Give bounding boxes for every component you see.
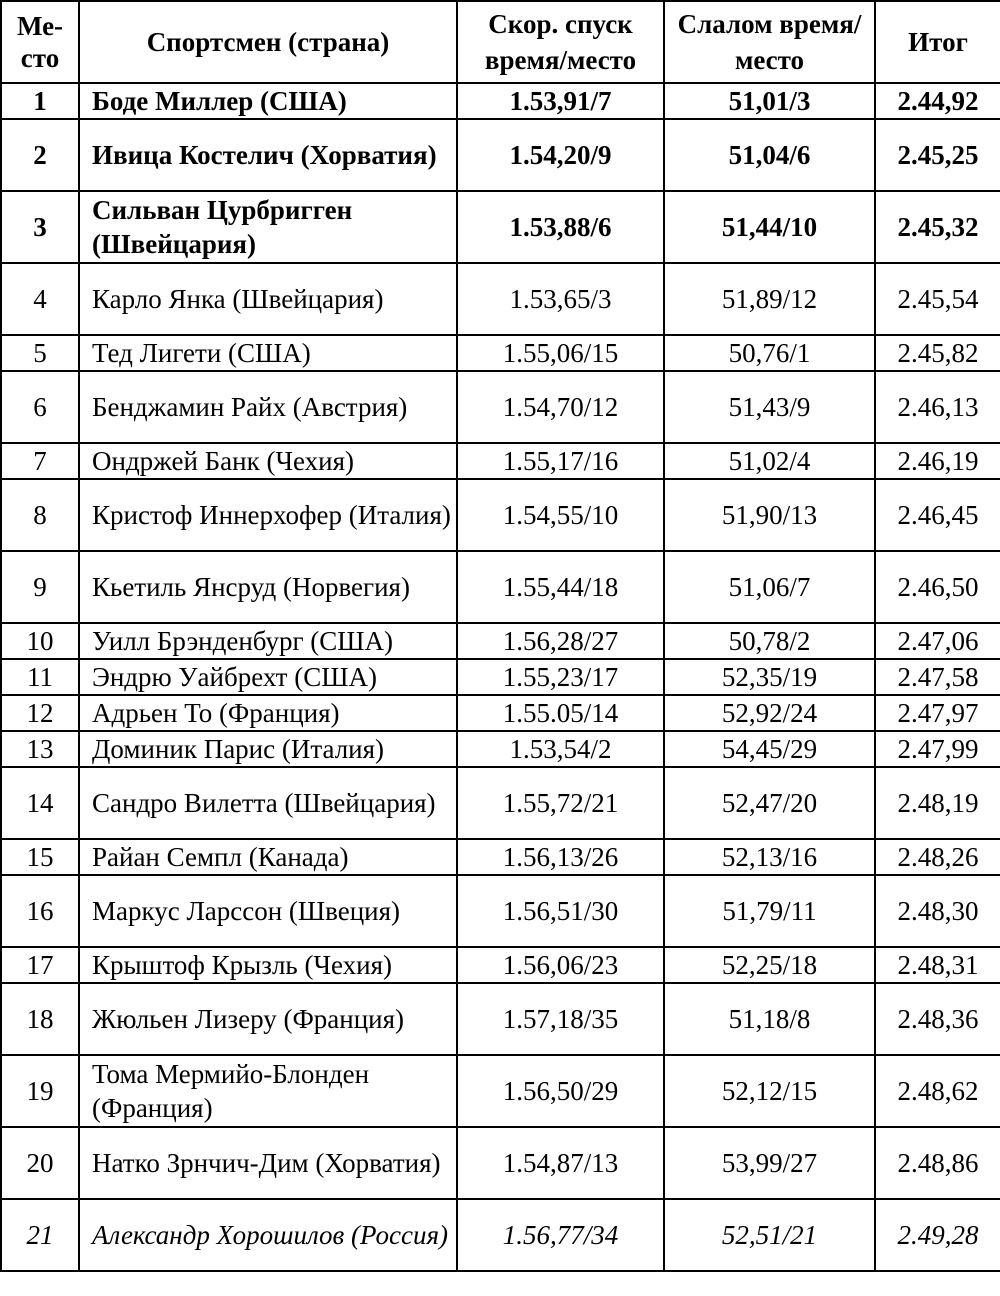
place-cell: 4 — [1, 263, 79, 335]
downhill-cell: 1.55,44/18 — [457, 551, 664, 623]
total-cell: 2.47,58 — [875, 659, 1000, 695]
place-cell: 11 — [1, 659, 79, 695]
slalom-cell: 52,35/19 — [664, 659, 875, 695]
downhill-cell: 1.53,54/2 — [457, 731, 664, 767]
slalom-cell: 52,47/20 — [664, 767, 875, 839]
table-row — [1, 659, 1000, 695]
downhill-cell: 1.55,72/21 — [457, 767, 664, 839]
table-row — [1, 263, 1000, 335]
downhill-cell: 1.56,13/26 — [457, 839, 664, 875]
slalom-cell: 50,78/2 — [664, 623, 875, 659]
slalom-cell: 50,76/1 — [664, 335, 875, 371]
place-cell: 15 — [1, 839, 79, 875]
table-row — [1, 875, 1000, 947]
athlete-cell: Карло Янка (Швейцария) — [79, 263, 457, 335]
slalom-cell: 51,02/4 — [664, 443, 875, 479]
total-cell: 2.48,19 — [875, 767, 1000, 839]
athlete-cell: Райан Семпл (Канада) — [79, 839, 457, 875]
athlete-cell: Жюльен Лизеру (Франция) — [79, 983, 457, 1055]
downhill-cell: 1.57,18/35 — [457, 983, 664, 1055]
place-cell: 19 — [1, 1055, 79, 1127]
slalom-cell: 51,06/7 — [664, 551, 875, 623]
total-cell: 2.45,54 — [875, 263, 1000, 335]
downhill-cell: 1.54,70/12 — [457, 371, 664, 443]
downhill-cell: 1.54,87/13 — [457, 1127, 664, 1199]
place-cell: 7 — [1, 443, 79, 479]
athlete-cell: Александр Хорошилов (Россия) — [79, 1199, 457, 1271]
place-cell: 3 — [1, 191, 79, 263]
table-row — [1, 1127, 1000, 1199]
header-row — [1, 1, 1000, 83]
downhill-cell: 1.54,55/10 — [457, 479, 664, 551]
slalom-cell: 52,13/16 — [664, 839, 875, 875]
total-cell: 2.48,26 — [875, 839, 1000, 875]
table-row — [1, 551, 1000, 623]
table-body — [1, 83, 1000, 1271]
total-cell: 2.44,92 — [875, 83, 1000, 119]
place-cell: 6 — [1, 371, 79, 443]
downhill-cell: 1.53,65/3 — [457, 263, 664, 335]
athlete-cell: Уилл Брэнденбург (США) — [79, 623, 457, 659]
downhill-cell: 1.55,06/15 — [457, 335, 664, 371]
athlete-cell: Боде Миллер (США) — [79, 83, 457, 119]
table-row — [1, 119, 1000, 191]
slalom-cell: 52,12/15 — [664, 1055, 875, 1127]
table-row — [1, 695, 1000, 731]
slalom-cell: 53,99/27 — [664, 1127, 875, 1199]
total-cell: 2.49,28 — [875, 1199, 1000, 1271]
table-row — [1, 443, 1000, 479]
place-cell: 8 — [1, 479, 79, 551]
downhill-cell: 1.56,50/29 — [457, 1055, 664, 1127]
total-cell: 2.45,25 — [875, 119, 1000, 191]
header-total: Итог — [875, 1, 1000, 83]
table-row — [1, 731, 1000, 767]
table-row — [1, 1199, 1000, 1271]
downhill-cell: 1.55,17/16 — [457, 443, 664, 479]
athlete-cell: Кьетиль Янсруд (Норвегия) — [79, 551, 457, 623]
table-row — [1, 83, 1000, 119]
slalom-cell: 51,43/9 — [664, 371, 875, 443]
table-row — [1, 1055, 1000, 1127]
total-cell: 2.47,06 — [875, 623, 1000, 659]
athlete-cell: Сильван Цурбригген (Швейцария) — [79, 191, 457, 263]
header-place: Ме-сто — [1, 1, 79, 83]
table-row — [1, 947, 1000, 983]
header-slalom: Слалом время/место — [664, 1, 875, 83]
downhill-cell: 1.54,20/9 — [457, 119, 664, 191]
slalom-cell: 52,51/21 — [664, 1199, 875, 1271]
total-cell: 2.46,19 — [875, 443, 1000, 479]
athlete-cell: Бенджамин Райх (Австрия) — [79, 371, 457, 443]
place-cell: 18 — [1, 983, 79, 1055]
table-row — [1, 767, 1000, 839]
table-row — [1, 623, 1000, 659]
total-cell: 2.46,13 — [875, 371, 1000, 443]
total-cell: 2.45,82 — [875, 335, 1000, 371]
athlete-cell: Натко Зрнчич-Дим (Хорватия) — [79, 1127, 457, 1199]
total-cell: 2.45,32 — [875, 191, 1000, 263]
table-row — [1, 983, 1000, 1055]
table-row — [1, 191, 1000, 263]
total-cell: 2.48,36 — [875, 983, 1000, 1055]
slalom-cell: 52,25/18 — [664, 947, 875, 983]
athlete-cell: Ивица Костелич (Хорватия) — [79, 119, 457, 191]
place-cell: 14 — [1, 767, 79, 839]
slalom-cell: 51,04/6 — [664, 119, 875, 191]
downhill-cell: 1.53,88/6 — [457, 191, 664, 263]
athlete-cell: Кристоф Иннерхофер (Италия) — [79, 479, 457, 551]
total-cell: 2.48,62 — [875, 1055, 1000, 1127]
athlete-cell: Маркус Ларссон (Швеция) — [79, 875, 457, 947]
athlete-cell: Адрьен То (Франция) — [79, 695, 457, 731]
place-cell: 13 — [1, 731, 79, 767]
place-cell: 1 — [1, 83, 79, 119]
total-cell: 2.47,97 — [875, 695, 1000, 731]
header-downhill: Скор. спуск время/место — [457, 1, 664, 83]
total-cell: 2.46,45 — [875, 479, 1000, 551]
athlete-cell: Эндрю Уайбрехт (США) — [79, 659, 457, 695]
athlete-cell: Доминик Парис (Италия) — [79, 731, 457, 767]
header-athlete: Спортсмен (страна) — [79, 1, 457, 83]
table-row — [1, 839, 1000, 875]
slalom-cell: 51,01/3 — [664, 83, 875, 119]
table-row — [1, 371, 1000, 443]
total-cell: 2.48,30 — [875, 875, 1000, 947]
place-cell: 21 — [1, 1199, 79, 1271]
total-cell: 2.48,86 — [875, 1127, 1000, 1199]
table-row — [1, 335, 1000, 371]
athlete-cell: Сандро Вилетта (Швейцария) — [79, 767, 457, 839]
place-cell: 10 — [1, 623, 79, 659]
slalom-cell: 51,89/12 — [664, 263, 875, 335]
athlete-cell: Тед Лигети (США) — [79, 335, 457, 371]
place-cell: 2 — [1, 119, 79, 191]
downhill-cell: 1.56,77/34 — [457, 1199, 664, 1271]
athlete-cell: Ондржей Банк (Чехия) — [79, 443, 457, 479]
place-cell: 20 — [1, 1127, 79, 1199]
total-cell: 2.46,50 — [875, 551, 1000, 623]
place-cell: 5 — [1, 335, 79, 371]
slalom-cell: 51,18/8 — [664, 983, 875, 1055]
downhill-cell: 1.56,51/30 — [457, 875, 664, 947]
place-cell: 16 — [1, 875, 79, 947]
slalom-cell: 51,79/11 — [664, 875, 875, 947]
total-cell: 2.48,31 — [875, 947, 1000, 983]
slalom-cell: 51,44/10 — [664, 191, 875, 263]
downhill-cell: 1.56,28/27 — [457, 623, 664, 659]
table-row — [1, 479, 1000, 551]
athlete-cell: Тома Мермийо-Блонден (Франция) — [79, 1055, 457, 1127]
place-cell: 12 — [1, 695, 79, 731]
total-cell: 2.47,99 — [875, 731, 1000, 767]
downhill-cell: 1.53,91/7 — [457, 83, 664, 119]
downhill-cell: 1.55.05/14 — [457, 695, 664, 731]
downhill-cell: 1.56,06/23 — [457, 947, 664, 983]
place-cell: 17 — [1, 947, 79, 983]
downhill-cell: 1.55,23/17 — [457, 659, 664, 695]
place-cell: 9 — [1, 551, 79, 623]
slalom-cell: 51,90/13 — [664, 479, 875, 551]
slalom-cell: 54,45/29 — [664, 731, 875, 767]
slalom-cell: 52,92/24 — [664, 695, 875, 731]
athlete-cell: Крыштоф Крызль (Чехия) — [79, 947, 457, 983]
